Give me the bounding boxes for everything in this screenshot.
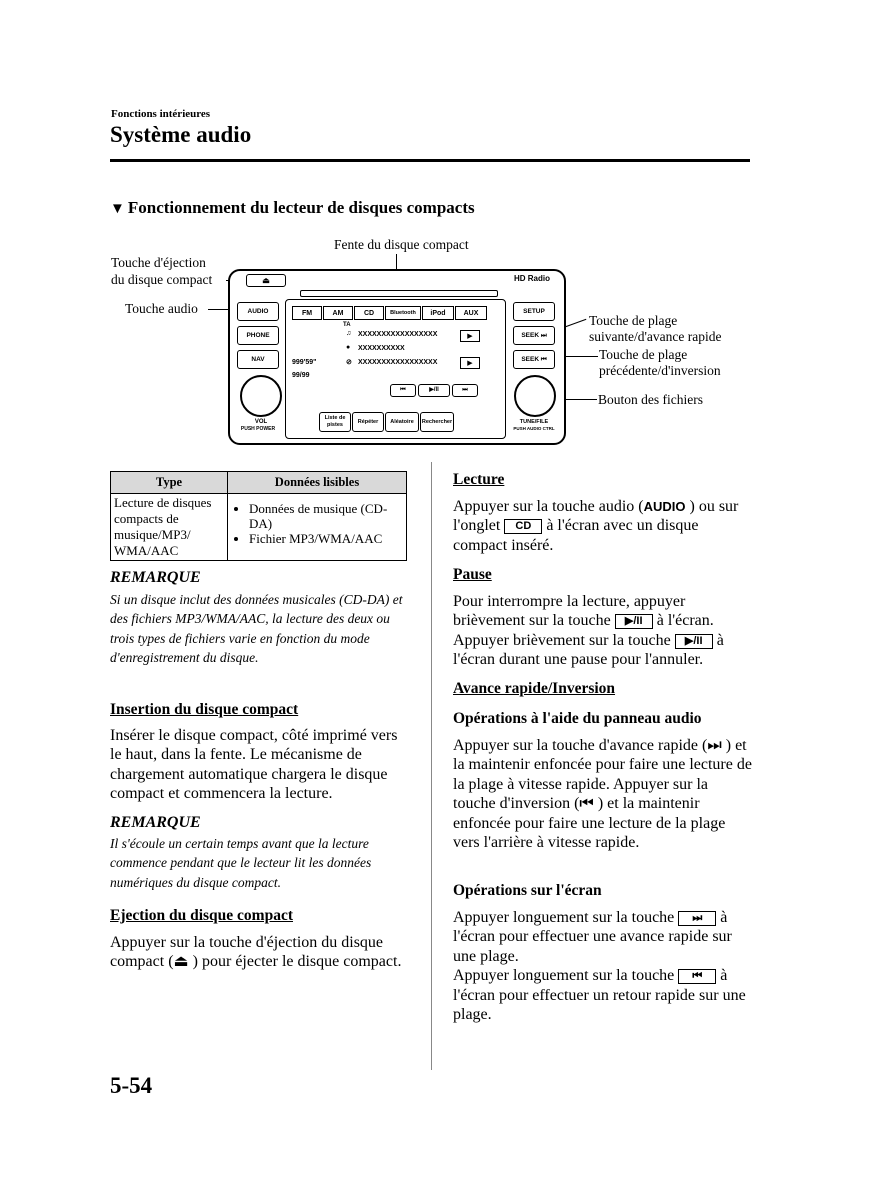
table-header-data: Données lisibles — [228, 472, 407, 494]
screen-play-pause-button[interactable]: ▶/II — [418, 384, 450, 397]
list-item: • Données de musique (CD-DA) — [249, 501, 403, 531]
next-track-icon: ⏭ — [678, 911, 716, 926]
track-count: 99/99 — [292, 372, 310, 379]
disc-icon: ⊘ — [346, 359, 352, 366]
push-power-label: PUSH POWER — [240, 426, 276, 432]
file-knob[interactable] — [514, 375, 556, 417]
panel-text-a: Appuyer sur la touche d'avance rapide ( — [453, 737, 708, 754]
nav-button[interactable]: NAV — [237, 350, 279, 369]
insert-text: Insérer le disque compact, côté imprimé vers le haut, dans la fente. Le mécanisme de chargement automatique chargera le disque compact et commencera la lecture. — [110, 727, 398, 803]
screen-text-c: Appuyer longuement sur la touche — [453, 967, 679, 985]
callout-prev-2: précédente/d'inversion — [599, 363, 721, 378]
pause-heading: Pause — [453, 566, 492, 583]
callout-file-knob: Bouton des fichiers — [598, 392, 703, 407]
lecture-text-c: à l'écran avec un disque compact inséré. — [453, 517, 699, 554]
volume-knob[interactable] — [240, 375, 282, 417]
screen-heading: Opérations sur l'écran — [453, 882, 602, 899]
title-rule — [110, 159, 750, 162]
audio-key-label: AUDIO — [643, 499, 686, 514]
repeat-button[interactable]: Répéter — [352, 412, 384, 432]
main-heading-text: Fonctionnement du lecteur de disques compacts — [127, 198, 475, 217]
callout-slot: Fente du disque compact — [334, 237, 469, 252]
tab-ipod[interactable]: iPod — [422, 306, 454, 320]
artist-icon: ● — [346, 344, 351, 351]
prev-track-icon: ⏮ — [579, 795, 594, 813]
panel-text — [453, 736, 753, 852]
tab-bluetooth[interactable]: Bluetooth — [385, 306, 421, 320]
tab-aux[interactable]: AUX — [455, 306, 487, 320]
tab-fm[interactable]: FM — [292, 306, 322, 320]
phone-button[interactable]: PHONE — [237, 326, 279, 345]
insert-heading: Insertion du disque compact — [110, 701, 299, 718]
lecture-text — [453, 497, 753, 555]
page-number: 5-54 — [110, 1073, 153, 1098]
cd-tab-icon: CD — [504, 519, 542, 534]
audio-button[interactable]: AUDIO — [237, 302, 279, 321]
play-pause-icon: ▶/II — [615, 614, 653, 629]
list-item: • Fichier MP3/WMA/AAC — [249, 531, 403, 546]
hd-radio-logo: HD Radio — [514, 274, 550, 283]
audio-unit-diagram — [108, 232, 758, 447]
screen-prev-button[interactable]: ⏮ — [390, 384, 416, 397]
table-row — [111, 494, 407, 561]
eject-icon: ⏏ — [173, 953, 189, 971]
search-button[interactable]: Rechercher — [420, 412, 454, 432]
touch-screen — [285, 299, 506, 439]
vol-label: VOL — [254, 419, 268, 425]
eject-text-a: Appuyer sur la touche d'éjection du disque compact ( — [110, 934, 384, 971]
pause-text — [453, 592, 753, 670]
pause-text-c: à l'écran durant une pause pour l'annuler. — [453, 631, 724, 669]
column-divider — [431, 462, 432, 1070]
eject-button[interactable]: ⏏ — [246, 274, 286, 287]
note2-text: Il s'écoule un certain temps avant que la lecture commence pendant que le lecteur lit les données numériques du disque compact. — [110, 836, 372, 890]
callout-next-2: suivante/d'avance rapide — [589, 329, 722, 344]
artist-row: XXXXXXXXXX — [358, 345, 405, 352]
note1-text: Si un disque inclut des données musicales (CD-DA) et des fichiers MP3/WMA/AAC, la lecture des deux ou trois types de fichiers varie en fonction du mode d'enregistrement du disque. — [110, 592, 403, 665]
pause-text-a: Pour interrompre la lecture, appuyer brièvement sur la touche — [453, 593, 686, 630]
screen-text-b: à l'écran pour effectuer une avance rapide sur une plage. — [453, 909, 732, 965]
panel-text-b: ) et la maintenir enfoncée pour faire une lecture de la plage à vitesse rapide. Appuyer sur la touche d'inversion ( — [453, 737, 752, 813]
tab-cd[interactable]: CD — [354, 306, 384, 320]
screen-next-button[interactable]: ⏭ — [452, 384, 478, 397]
callout-audio: Touche audio — [125, 301, 198, 316]
ff-heading: Avance rapide/Inversion — [453, 680, 616, 697]
random-button[interactable]: Aléatoire — [385, 412, 419, 432]
pause-text-b: à l'écran. Appuyer brièvement sur la touche — [453, 612, 714, 649]
panel-text-c: ) et la maintenir enfoncée pour faire une lecture de la plage vers l'arrière à vitesse rapide. — [453, 795, 726, 852]
push-audio-ctrl-label: PUSH AUDIO CTRL — [513, 426, 555, 431]
seek-prev-button[interactable]: SEEK ⏮ — [513, 350, 555, 369]
track-list-button[interactable]: Liste de pistes — [319, 412, 351, 432]
row1-play-button[interactable]: ▶ — [460, 330, 480, 342]
screen-text-d: à l'écran pour effectuer un retour rapide sur une plage. — [453, 967, 746, 1024]
section-label: Fonctions intérieures — [111, 108, 211, 120]
screen-text-a: Appuyer longuement sur la touche — [453, 909, 679, 926]
row3-play-button[interactable]: ▶ — [460, 357, 480, 369]
play-pause-icon: ▶/II — [675, 634, 713, 649]
callout-prev-1: Touche de plage — [599, 347, 688, 362]
prev-track-icon: ⏮ — [678, 969, 716, 984]
seek-next-button[interactable]: SEEK ⏭ — [513, 326, 555, 345]
tune-file-label: TUNE/FILE — [519, 419, 549, 425]
track-title-row: XXXXXXXXXXXXXXXXX — [358, 331, 438, 338]
lecture-text-a: Appuyer sur la touche audio ( — [453, 498, 644, 515]
unit-body — [228, 269, 566, 445]
note1-heading: REMARQUE — [110, 569, 201, 586]
callout-eject-1: Touche d'éjection — [111, 255, 206, 270]
next-track-icon: ⏭ — [707, 737, 722, 754]
setup-button[interactable]: SETUP — [513, 302, 555, 321]
tab-am[interactable]: AM — [323, 306, 353, 320]
lecture-heading: Lecture — [453, 471, 505, 488]
triangle-down-icon: ▼ — [110, 201, 125, 217]
table-cell-data — [228, 494, 407, 561]
elapsed-time: 999'59" — [292, 359, 317, 366]
eject-text — [110, 933, 410, 972]
table-cell-type: Lecture de disques compacts de musique/MP3/ WMA/AAC — [111, 494, 228, 561]
screen-text — [453, 908, 753, 1024]
page-title: Système audio — [110, 122, 252, 147]
music-note-icon: ♫ — [346, 330, 352, 337]
main-heading — [110, 198, 475, 218]
leader-knob — [563, 399, 597, 400]
table-header-row — [111, 472, 407, 494]
eject-text-b: ) pour éjecter le disque compact. — [188, 953, 402, 971]
album-row: XXXXXXXXXXXXXXXXX — [358, 359, 438, 366]
callout-next-1: Touche de plage — [589, 313, 678, 328]
readable-data-table — [110, 471, 407, 561]
lecture-text-b: ) ou sur l'onglet — [453, 498, 739, 535]
table-header-type: Type — [111, 472, 228, 494]
panel-heading: Opérations à l'aide du panneau audio — [453, 710, 702, 727]
eject-heading: Ejection du disque compact — [110, 907, 293, 924]
note2-heading: REMARQUE — [110, 814, 201, 831]
callout-eject-2: du disque compact — [111, 272, 213, 287]
disc-slot — [300, 290, 498, 297]
ta-indicator: TA — [343, 322, 351, 328]
